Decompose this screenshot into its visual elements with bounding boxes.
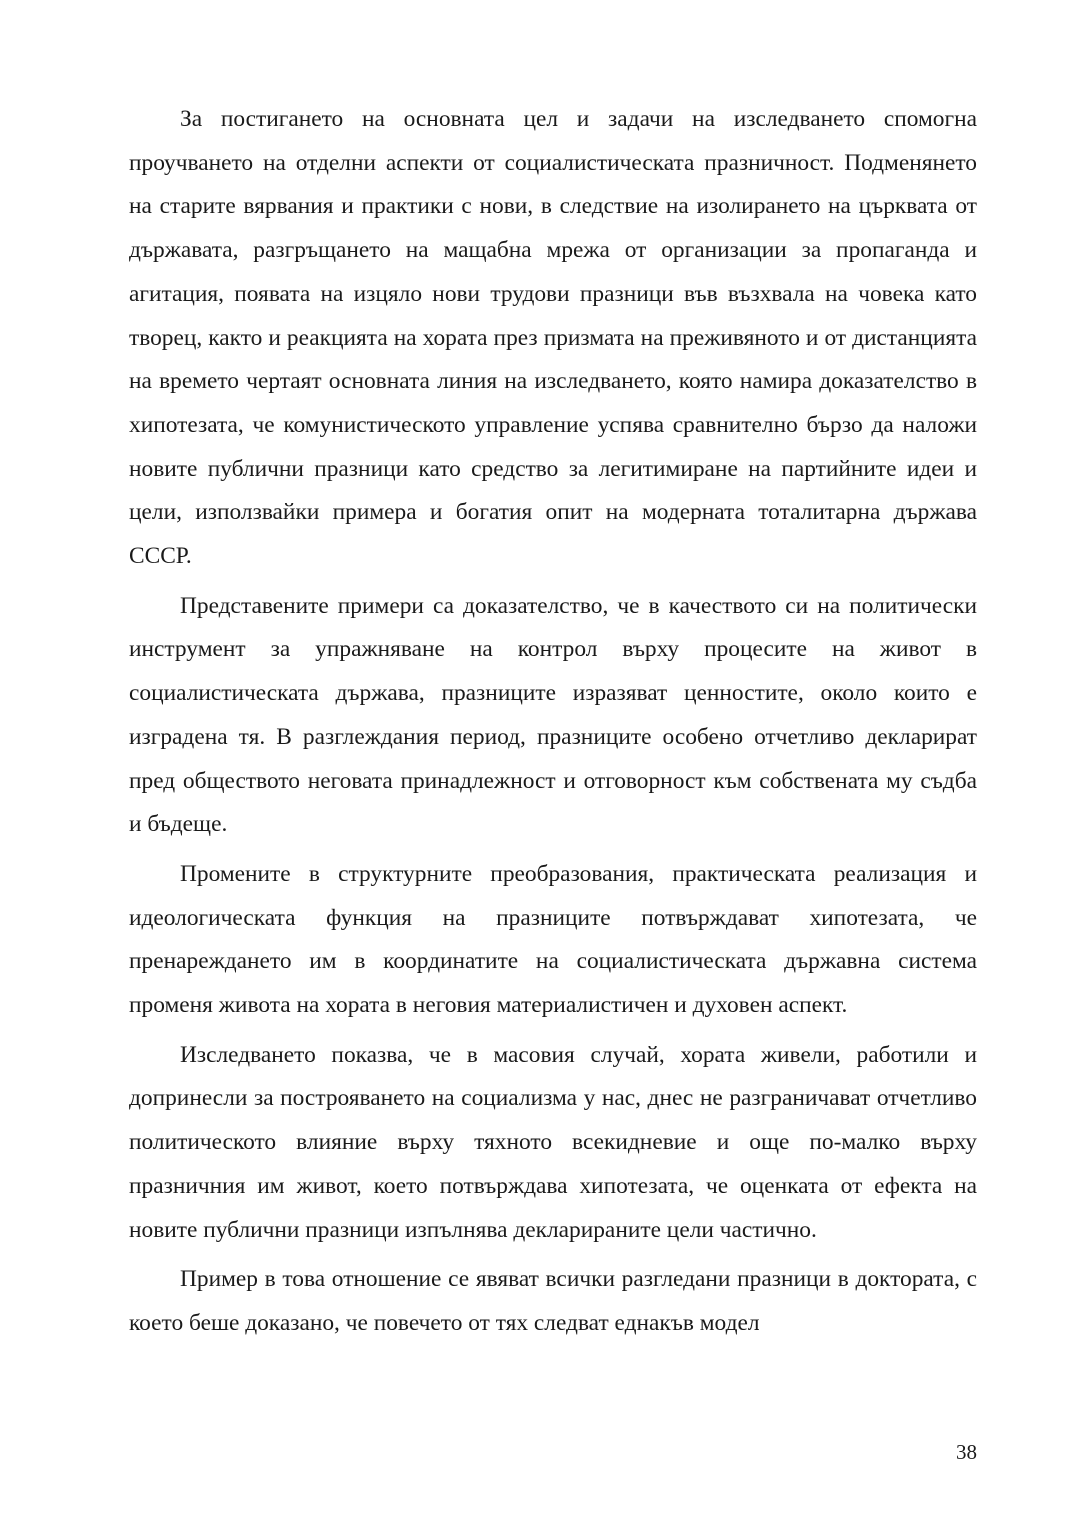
page-number: 38 xyxy=(956,1440,977,1464)
paragraph-3: Промените в структурните преобразования, практическата реализация и идеологическата функция на празниците потвърждават хипотезата, че пренареждането им в координатите на социалистическата държавна система променя живота на хората в неговия материалистичен и духовен аспект. xyxy=(129,860,977,1019)
paragraph-1: За постигането на основната цел и задачи на изследването спомогна проучването на отделни аспекти от социалистическата празничност. Подменянето на старите вярвания и практики с нови, в следствие на изолирането на църквата от държавата, разгръщането на мащабна мрежа от организации за пропаганда и агитация, появата на изцяло нови трудови празници във възхвала на човека като творец, както и реакцията на хората през призмата на преживяното и от дистанцията на времето чертаят основната линия на изследването, която намира доказателство в хипотезата, че комунистическото управление успява сравнително бързо да наложи новите публични празници като средство за легитимиране на партийните идеи и цели, използвайки примера и богатия опит на модерната тоталитарна държава СССР. xyxy=(129,106,977,570)
paragraph-5: Пример в това отношение се явяват всички разгледани празници в доктората, с което беше доказано, че повечето от тях следват еднакъв модел xyxy=(129,1266,977,1336)
body-text xyxy=(129,98,977,1352)
paragraph-2: Представените примери са доказателство, че в качеството си на политически инструмент за упражняване на контрол върху процесите на живот в социалистическата държава, празниците изразяват ценностите, около които е изградена тя. В разглеждания период, празниците особено отчетливо декларират пред обществото неговата принадлежност и отговорност към собствената му съдба и бъдеще. xyxy=(129,592,977,838)
paragraph-4: Изследването показва, че в масовия случай, хората живели, работили и допринесли за построяването на социализма у нас, днес не разграничават отчетливо политическото влияние върху тяхното всекидневие и още по-малко върху празничния им живот, което потвърждава хипотезата, че оценката от ефекта на новите публични празници изпълнява декларираните цели частично. xyxy=(129,1041,977,1243)
